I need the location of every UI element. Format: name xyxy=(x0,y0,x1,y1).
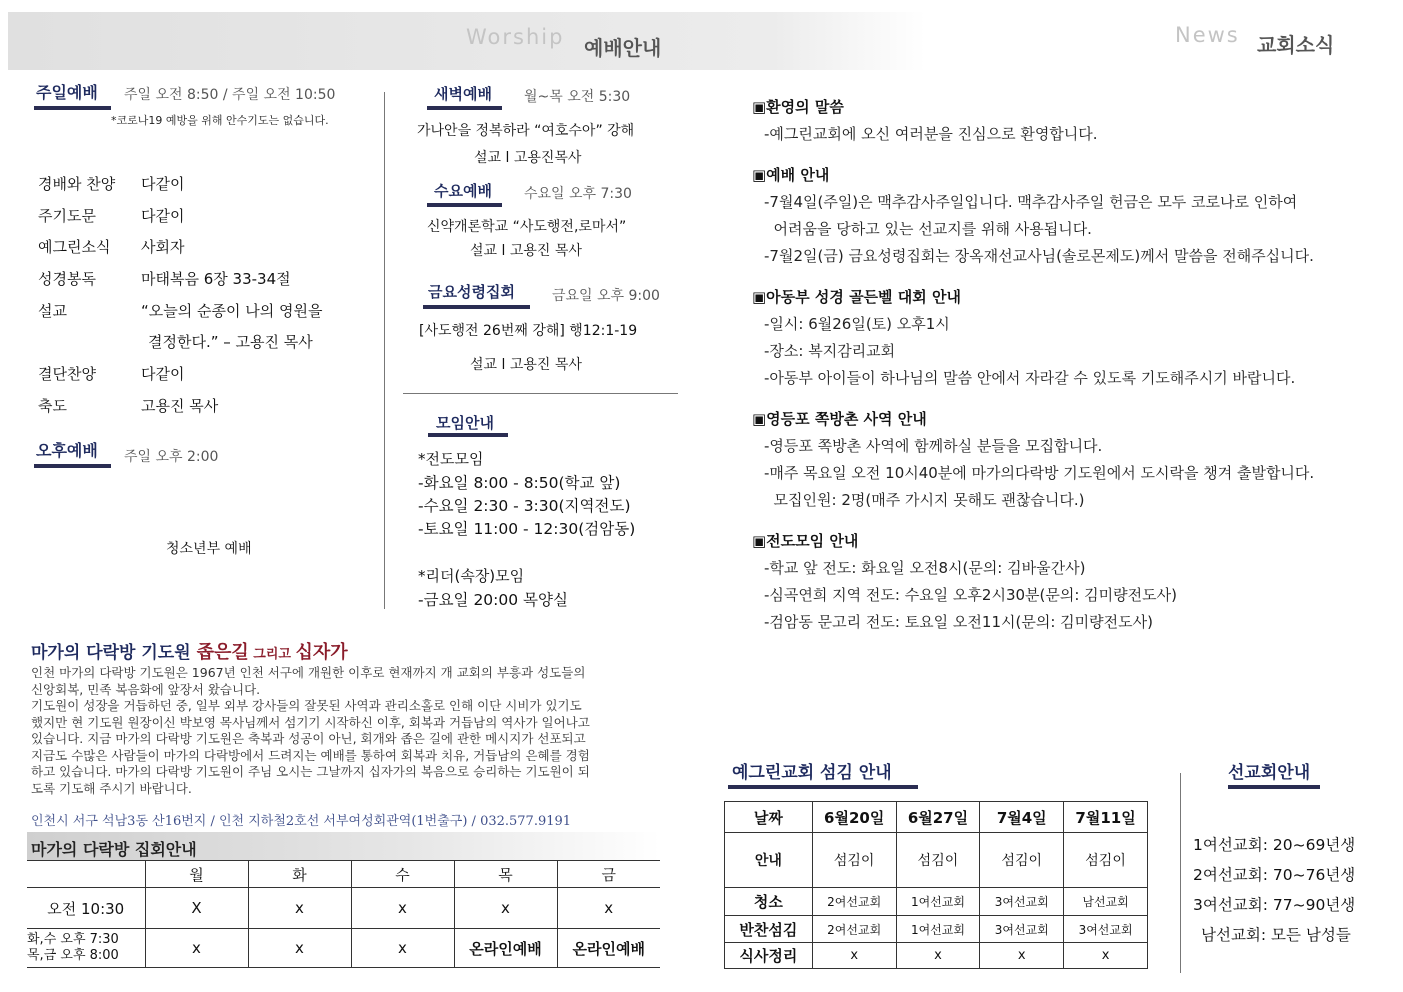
table-cell: 3여선교회 xyxy=(980,888,1064,916)
table-header-cell: 목 xyxy=(454,861,557,888)
table-cell-line: 목,금 오후 8:00 xyxy=(27,948,119,963)
news-heading: ▣영등포 쪽방촌 사역 안내 xyxy=(752,410,927,428)
news-line: -영등포 쪽방촌 사역에 함께하실 분들을 모집합니다. xyxy=(764,437,1103,455)
table-cell: x xyxy=(557,888,660,929)
news-line: -일시: 6월26일(토) 오후1시 xyxy=(764,315,950,333)
table-cell: 섬김이 xyxy=(812,833,896,888)
dawn-service-underline xyxy=(427,106,502,110)
table-cell: 3여선교회 xyxy=(980,916,1064,943)
news-spacer xyxy=(752,272,1372,286)
order-value: “오늘의 순종이 나의 영원을 xyxy=(141,302,323,320)
table-cell: X xyxy=(145,888,248,929)
table-cell: 남선교회 xyxy=(1064,888,1148,916)
mission-item: 3여선교회: 77~90년생 xyxy=(1193,896,1356,914)
mission-item: 남선교회: 모든 남성들 xyxy=(1201,926,1351,944)
table-cell: 온라인예배 xyxy=(557,929,660,968)
wednesday-sermon-title: 신약개론학교 “사도행전,로마서” xyxy=(427,219,627,235)
worship-header-en: Worship xyxy=(466,25,565,49)
news-heading: ▣환영의 말씀 xyxy=(752,98,844,116)
afternoon-service-time: 주일 오후 2:00 xyxy=(124,449,219,465)
leaders-meeting-title: *리더(속장)모임 xyxy=(418,567,525,585)
prayer-house-title-d: 십자가 xyxy=(295,642,348,663)
table-cell: x xyxy=(980,943,1064,969)
news-line: 모집인원: 2명(매주 가시지 못해도 괜찮습니다.) xyxy=(764,491,1085,509)
news-line: -매주 목요일 오전 10시40분에 마가의다락방 기도원에서 도시락을 챙겨 출발합니다. xyxy=(764,464,1315,482)
table-header-cell: 월 xyxy=(145,861,248,888)
table-cell: 1여선교회 xyxy=(896,916,980,943)
table-row xyxy=(725,943,1148,969)
wednesday-service-title: 수요예배 xyxy=(434,182,492,200)
table-header-cell: 7월4일 xyxy=(980,802,1064,833)
news-heading: ▣예배 안내 xyxy=(752,166,830,184)
sunday-service-title: 주일예배 xyxy=(36,83,98,102)
news-line: -7월2일(금) 금요성령집회는 장옥재선교사님(솔로몬제도)께서 말씀을 전해주십니다. xyxy=(764,247,1314,265)
table-row xyxy=(725,833,1148,888)
prayer-house-title-b: 좁은길 xyxy=(196,642,249,663)
news-line: -심곡연희 지역 전도: 수요일 오후2시30분(문의: 김미량전도사) xyxy=(764,586,1177,604)
table-cell: 2여선교회 xyxy=(812,916,896,943)
table-header-row xyxy=(725,802,1148,833)
table-cell: x xyxy=(812,943,896,969)
missions-title-underline xyxy=(1228,785,1320,789)
table-cell: 섬김이 xyxy=(896,833,980,888)
news-heading: ▣아동부 성경 골든벨 대회 안내 xyxy=(752,288,961,306)
meetings-underline xyxy=(428,433,508,437)
mission-item: 2여선교회: 70~76년생 xyxy=(1193,866,1356,884)
news-line: -검암동 문고리 전도: 토요일 오전11시(문의: 김미량전도사) xyxy=(764,613,1153,631)
prayer-house-line: 했지만 현 기도원 원장이신 박보영 목사님께서 섬기기 시작하신 이후, 회복과 거듭남의 역사가 일어나고 xyxy=(31,714,590,730)
table-cell: x xyxy=(248,929,351,968)
evangelism-meeting-item: -수요일 2:30 - 3:30(지역전도) xyxy=(418,497,631,515)
table-header-row xyxy=(27,861,660,888)
table-row xyxy=(27,888,660,929)
news-header-ko: 교회소식 xyxy=(1257,33,1335,57)
prayer-house-line: 인천 마가의 다락방 기도원은 1967년 인천 서구에 개원한 이후로 현재까지 개 교회의 부흥과 성도들의 xyxy=(31,665,586,680)
order-label: 결단찬양 xyxy=(38,365,96,383)
order-value: 결정한다.” – 고용진 목사 xyxy=(148,333,313,351)
table-header-cell: 7월11일 xyxy=(1064,802,1148,833)
news-spacer xyxy=(752,394,1372,408)
mission-item: 1여선교회: 20~69년생 xyxy=(1193,836,1356,854)
missions-title: 선교회안내 xyxy=(1228,763,1311,783)
wednesday-service-underline xyxy=(427,203,502,207)
table-header-cell: 금 xyxy=(557,861,660,888)
column-divider xyxy=(384,92,385,609)
table-header-cell: 6월27일 xyxy=(896,802,980,833)
order-value: 사회자 xyxy=(141,238,185,256)
friday-sermon-title: [사도행전 26번째 강해] 행12:1-19 xyxy=(419,323,638,339)
dawn-preacher: 설교 l 고용진목사 xyxy=(474,150,582,166)
prayer-house-description xyxy=(31,665,681,797)
table-header-cell: 6월20일 xyxy=(812,802,896,833)
worship-header-ko: 예배안내 xyxy=(584,36,662,60)
table-cell: x xyxy=(1064,943,1148,969)
dawn-sermon-title: 가나안을 정복하라 “여호수아” 강해 xyxy=(417,123,635,139)
afternoon-service-title: 오후예배 xyxy=(36,441,98,460)
order-value: 마태복음 6장 33-34절 xyxy=(141,270,291,288)
order-label: 주기도문 xyxy=(38,207,96,225)
table-cell: 식사정리 xyxy=(725,943,813,969)
prayer-house-title-a: 마가의 다락방 기도원 xyxy=(31,643,197,663)
dawn-service-time: 월~목 오전 5:30 xyxy=(524,89,631,105)
sunday-service-note: *코로나19 예방을 위해 안수기도는 없습니다. xyxy=(111,114,329,127)
table-header-cell: 수 xyxy=(351,861,454,888)
friday-service-underline xyxy=(423,305,530,309)
order-value: 다같이 xyxy=(141,175,185,193)
news-spacer xyxy=(752,150,1372,164)
table-cell-line: 화,수 오후 7:30 xyxy=(27,932,119,947)
dawn-service-title: 새벽예배 xyxy=(434,85,492,103)
meeting-schedule-table xyxy=(27,860,660,968)
news-line: -아동부 아이들이 하나님의 말씀 안에서 자라갈 수 있도록 기도해주시기 바랍니다. xyxy=(764,369,1296,387)
table-cell: 안내 xyxy=(725,833,813,888)
news-section xyxy=(752,96,1372,638)
prayer-house-line: 도록 기도해 주시기 바랍니다. xyxy=(31,780,192,796)
table-cell: 3여선교회 xyxy=(1064,916,1148,943)
sunday-service-time: 주일 오전 8:50 / 주일 오전 10:50 xyxy=(124,87,336,103)
table-cell: x xyxy=(351,929,454,968)
order-label: 설교 xyxy=(38,302,67,320)
meetings-title: 모임안내 xyxy=(436,414,494,432)
table-cell: x xyxy=(896,943,980,969)
evangelism-meeting-title: *전도모임 xyxy=(418,450,484,468)
prayer-house-address: 인천시 서구 석남3동 산16번지 / 인천 지하철2호선 서부여성회관역(1번출구) / 032.577.9191 xyxy=(31,814,572,829)
table-cell: x xyxy=(454,888,557,929)
evangelism-meeting-item: -토요일 11:00 - 12:30(검암동) xyxy=(418,520,636,538)
news-line: 어려움을 당하고 있는 선교지를 위해 사용됩니다. xyxy=(764,220,1092,238)
order-label: 경배와 찬양 xyxy=(38,175,116,193)
duty-title-underline xyxy=(728,785,918,789)
table-cell: x xyxy=(145,929,248,968)
afternoon-service-underline xyxy=(34,464,111,468)
table-cell: 1여선교회 xyxy=(896,888,980,916)
prayer-house-line: 하고 있습니다. 마가의 다락방 기도원이 주님 오시는 그날까지 십자가의 복음으로 승리하는 기도원이 되 xyxy=(31,764,590,779)
friday-service-title: 금요성령집회 xyxy=(428,283,515,301)
table-row xyxy=(725,888,1148,916)
table-cell: 청소 xyxy=(725,888,813,916)
table-header-cell: 화 xyxy=(248,861,351,888)
order-value: 고용진 목사 xyxy=(141,397,219,415)
table-cell: 반찬섬김 xyxy=(725,916,813,943)
order-label: 성경봉독 xyxy=(38,270,96,288)
duty-table xyxy=(724,801,1148,969)
table-row xyxy=(27,929,660,968)
order-value: 다같이 xyxy=(141,207,185,225)
sunday-service-underline xyxy=(34,106,111,110)
duty-title: 예그린교회 섬김 안내 xyxy=(732,763,892,783)
table-row xyxy=(725,916,1148,943)
news-spacer xyxy=(752,516,1372,530)
news-line: -7월4일(주일)은 맥추감사주일입니다. 맥추감사주일 헌금은 모두 코로나로 인하여 xyxy=(764,193,1298,211)
prayer-house-title xyxy=(31,638,348,664)
table-cell: 온라인예배 xyxy=(454,929,557,968)
order-label: 예그린소식 xyxy=(38,238,111,256)
missions-divider xyxy=(1180,773,1181,973)
friday-preacher: 설교 l 고용진 목사 xyxy=(470,357,582,373)
table-header-cell: 날짜 xyxy=(725,802,813,833)
prayer-house-line: 기도원이 성장을 거듭하던 중, 일부 외부 강사들의 잘못된 사역과 관리소홀로 인해 이단 시비가 있기도 xyxy=(31,698,582,713)
wednesday-service-time: 수요일 오후 7:30 xyxy=(524,186,632,202)
meeting-schedule-title: 마가의 다락방 집회안내 xyxy=(31,840,197,859)
wednesday-preacher: 설교 l 고용진 목사 xyxy=(470,243,582,259)
section-divider xyxy=(403,393,678,394)
news-header-en: News xyxy=(1175,23,1240,47)
table-cell: x xyxy=(351,888,454,929)
prayer-house-line: 신앙회복, 민족 복음화에 앞장서 왔습니다. xyxy=(31,681,261,697)
news-line: -장소: 복지감리교회 xyxy=(764,342,896,360)
prayer-house-title-c: 그리고 xyxy=(248,647,296,662)
order-label: 축도 xyxy=(38,397,67,415)
prayer-house-line: 있습니다. 지금 마가의 다락방 기도원은 축복과 성공이 아닌, 회개와 좁은 길에 관한 메시지가 선포되고 xyxy=(31,731,586,746)
evangelism-meeting-item: -화요일 8:00 - 8:50(학교 앞) xyxy=(418,474,621,492)
prayer-house-line: 지금도 수많은 사람들이 마가의 다락방에서 드려지는 예배를 통하여 회복과 치유, 거듭남의 은혜를 경험 xyxy=(31,747,590,763)
table-cell: 오전 10:30 xyxy=(27,888,145,929)
table-cell: 섬김이 xyxy=(1064,833,1148,888)
news-line: -학교 앞 전도: 화요일 오전8시(문의: 김바울간사) xyxy=(764,559,1086,577)
order-value: 다같이 xyxy=(141,365,185,383)
table-cell xyxy=(27,929,145,968)
table-cell: 섬김이 xyxy=(980,833,1064,888)
youth-service: 청소년부 예배 xyxy=(166,541,252,557)
table-cell: x xyxy=(248,888,351,929)
news-heading: ▣전도모임 안내 xyxy=(752,532,859,550)
news-line: -예그린교회에 오신 여러분을 진심으로 환영합니다. xyxy=(764,125,1098,143)
leaders-meeting-item: -금요일 20:00 목양실 xyxy=(418,591,568,609)
table-cell: 2여선교회 xyxy=(812,888,896,916)
friday-service-time: 금요일 오후 9:00 xyxy=(552,288,660,304)
table-cell xyxy=(27,861,145,888)
